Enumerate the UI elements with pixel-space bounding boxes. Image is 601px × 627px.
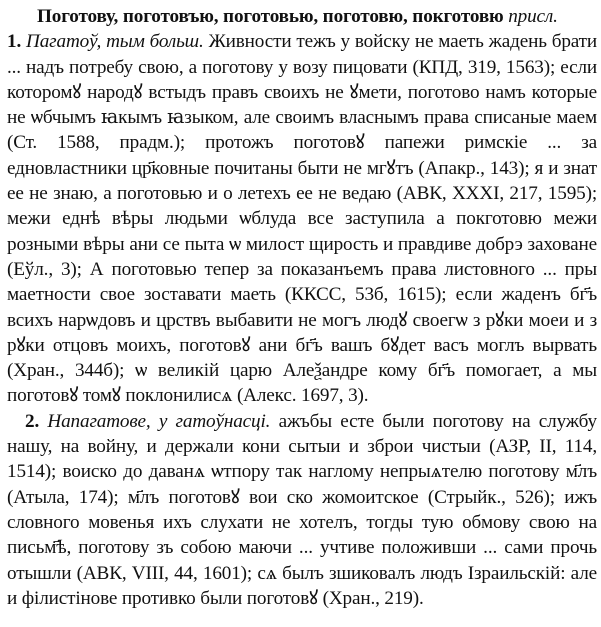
entry-headwords: Поготову, поготовъю, поготовью, поготовю, покготовю: [37, 6, 504, 27]
sense-1: [7, 29, 597, 408]
sense-2: [7, 409, 597, 611]
sense-1-text: Живности тежъ у войску не маеть жадень брати ... надъ потребу свою, а поготову у возу пицовати (КПД, 319, 1563); если которомꙋ народꙋ встыдъ правъ своихъ не ꙋмети, поготово намъ которые не ѡбчымъ ꙗкымъ ꙗзыком, але своимъ власнымъ права списаные маем (Ст. 1588, прадм.); протожъ поготовꙋ папежи римскіе ... за едновластники цр҃ковные почитаны быти не мгꙋтъ (Апакр., 143); я и знат ее не знаю, а поготовью и о летехъ ее не ведаю (АВК, XXXI, 217, 1595); межи еднѣ вѣры людьми ѡблуда все заступила а покготовю межи розными вѣры ани се пыта ѡ милост щирость и правдиве добрэ заховане (Еўл., 3); А поготовью тепер за показанъемъ права листовного ... пры маетности свое зоставати маеть (ККСС, 53б, 1615); если жаденъ бг҃ъ всихъ нарѡдовъ и црствъ выбавити не могъ людꙋ своегѡ з рꙋки моеи и з рꙋки отцовъ моихъ, поготовꙋ ани бг҃ъ вашъ бꙋдет васъ моглъ вырвать (Хран., 344б); ѡ великій царю Алеѯандре кому бг҃ъ помогает, а мы поготовꙋ томꙋ поклонилисѧ (Алекс. 1697, 3).: [7, 31, 598, 407]
sense-1-number: 1.: [7, 31, 22, 53]
entry-header: [7, 4, 597, 29]
part-of-speech: присл.: [508, 6, 558, 27]
sense-2-number: 2.: [25, 410, 40, 432]
sense-2-text: ажъбы есте были поготову на службу нашу, на войну, и держали кони сытыи и зброи чистыи (АЗР, II, 114, 1514); воиско до даванѧ ѡтпору так наглому непрыѧтелю поготову м҃лъ (Атыла, 174); м҃лъ поготовꙋ вои ско жомоитское (Стрыйк., 526); ижъ словного мовенья ихъ слухати не хотелъ, тогды тую обмову свою на письм҃ѣ, поготову зъ собою маючи ... учтиве положивши ... сами прочь отышли (АВК, VIII, 44, 1601); сѧ былъ зшиковалъ людъ Ізраильскій: але и філистінове противко были поготовꙋ (Хран., 219).: [7, 410, 597, 609]
sense-2-glosses: Напагатове, у гатоўнасці.: [47, 410, 271, 432]
sense-1-glosses: Пагатоў, тым больш.: [26, 31, 204, 53]
